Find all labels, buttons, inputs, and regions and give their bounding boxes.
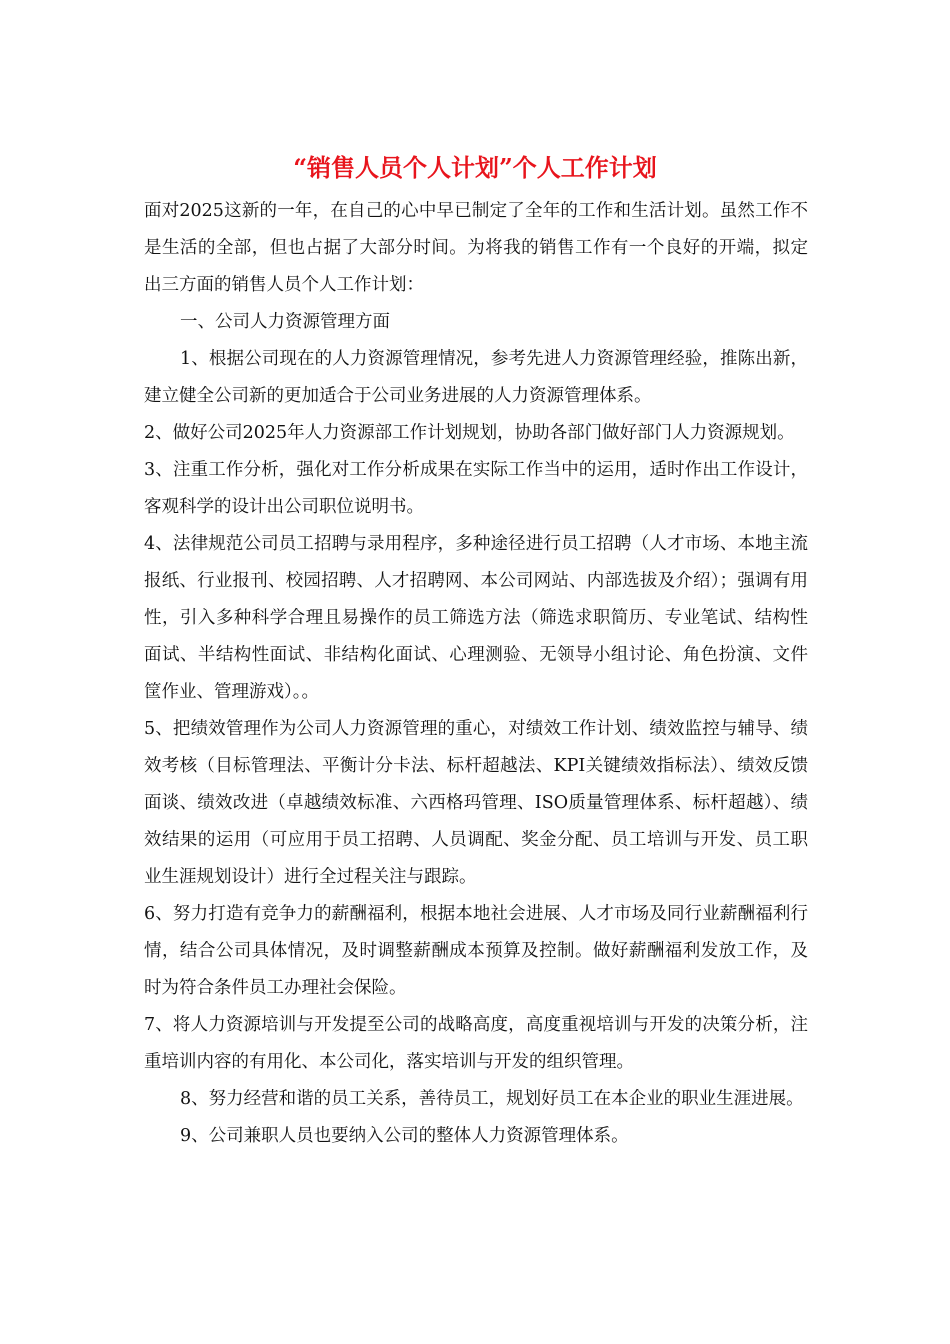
list-item-1: 1、根据公司现在的人力资源管理情况，参考先进人力资源管理经验，推陈出新，建立健全公司新的更加适合于公司业务进展的人力资源管理体系。 bbox=[144, 349, 808, 406]
document-body bbox=[144, 193, 808, 1155]
list-item-9: 9、公司兼职人员也要纳入公司的整体人力资源管理体系。 bbox=[180, 1126, 629, 1146]
list-item-7: 7、将人力资源培训与开发提至公司的战略高度，高度重视培训与开发的决策分析，注重培训内容的有用化、本公司化，落实培训与开发的组织管理。 bbox=[144, 1015, 808, 1072]
document-title: “销售人员个人计划”个人工作计划 bbox=[293, 153, 657, 182]
list-item-8: 8、努力经营和谐的员工关系，善待员工，规划好员工在本企业的职业生涯进展。 bbox=[180, 1089, 804, 1109]
list-item-5: 5、把绩效管理作为公司人力资源管理的重心，对绩效工作计划、绩效监控与辅导、绩效考核（目标管理法、平衡计分卡法、标杆超越法、KPI关键绩效指标法）、绩效反馈面谈、绩效改进（卓越绩效标准、六西格玛管理、ISO质量管理体系、标杆超越）、绩效结果的运用（可应用于员工招聘、人员调配、奖金分配、员工培训与开发、员工职业生涯规划设计）进行全过程关注与跟踪。 bbox=[144, 719, 808, 887]
list-item-4: 4、法律规范公司员工招聘与录用程序，多种途径进行员工招聘（人才市场、本地主流报纸、行业报刊、校园招聘、人才招聘网、本公司网站、内部选拔及介绍）；强调有用性，引入多种科学合理且易操作的员工筛选方法（筛选求职简历、专业笔试、结构性面试、半结构性面试、非结构化面试、心理测验、无领导小组讨论、角色扮演、文件筐作业、管理游戏）。。 bbox=[144, 534, 808, 702]
list-item-6: 6、努力打造有竞争力的薪酬福利，根据本地社会进展、人才市场及同行业薪酬福利行情，结合公司具体情况，及时调整薪酬成本预算及控制。做好薪酬福利发放工作，及时为符合条件员工办理社会保险。 bbox=[144, 904, 808, 998]
list-item-2: 2、做好公司2025年人力资源部工作计划规划，协助各部门做好部门人力资源规划。 bbox=[144, 423, 795, 443]
list-item-3: 3、注重工作分析，强化对工作分析成果在实际工作当中的运用，适时作出工作设计，客观科学的设计出公司职位说明书。 bbox=[144, 460, 808, 517]
section-heading: 一、公司人力资源管理方面 bbox=[180, 312, 390, 332]
intro-paragraph: 面对2025这新的一年，在自己的心中早已制定了全年的工作和生活计划。虽然工作不是生活的全部，但也占据了大部分时间。为将我的销售工作有一个良好的开端，拟定出三方面的销售人员个人工作计划： bbox=[144, 201, 808, 295]
